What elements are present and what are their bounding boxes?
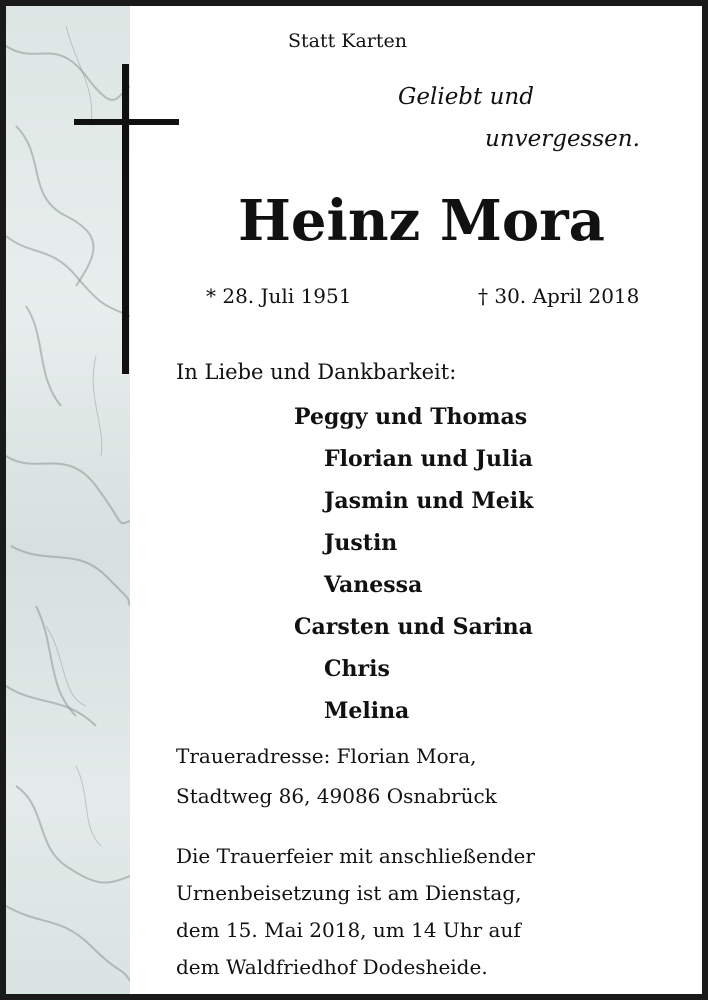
- mourner-name: Peggy und Thomas: [294, 404, 528, 430]
- statt-karten: Statt Karten: [288, 30, 408, 52]
- death-date: † 30. April 2018: [478, 284, 640, 308]
- mourner-name: Melina: [324, 698, 410, 724]
- ceremony-line-3: dem 15. Mai 2018, um 14 Uhr auf: [176, 918, 521, 942]
- marble-veins: [6, 6, 130, 994]
- marble-side-panel: [6, 6, 130, 994]
- mourners-intro: In Liebe und Dankbarkeit:: [176, 360, 457, 384]
- address-line-1: Traueradresse: Florian Mora,: [176, 744, 477, 768]
- cross-horizontal-beam: [74, 119, 179, 125]
- birth-date: * 28. Juli 1951: [206, 284, 352, 308]
- motto-line-1: Geliebt und: [398, 84, 534, 110]
- mourner-name: Chris: [324, 656, 390, 682]
- ceremony-line-2: Urnenbeisetzung ist am Dienstag,: [176, 881, 522, 905]
- ceremony-line-1: Die Trauerfeier mit anschließender: [176, 844, 535, 868]
- mourner-name: Justin: [324, 530, 398, 556]
- deceased-name: Heinz Mora: [238, 188, 605, 254]
- mourner-name: Vanessa: [324, 572, 423, 598]
- mourner-name: Jasmin und Meik: [324, 488, 534, 514]
- cross-vertical-beam: [122, 64, 129, 374]
- ceremony-line-4: dem Waldfriedhof Dodesheide.: [176, 955, 488, 979]
- mourner-name: Florian und Julia: [324, 446, 533, 472]
- mourner-name: Carsten und Sarina: [294, 614, 533, 640]
- motto-line-2: unvergessen.: [485, 126, 640, 152]
- address-line-2: Stadtweg 86, 49086 Osnabrück: [176, 784, 497, 808]
